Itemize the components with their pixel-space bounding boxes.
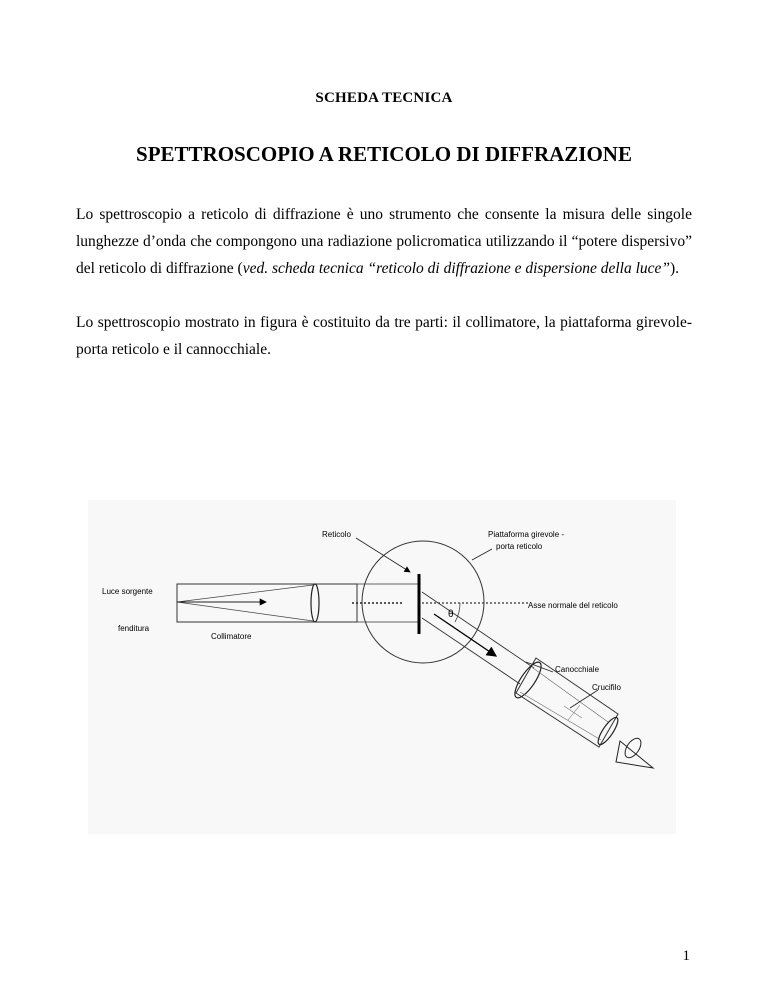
label-canocchiale: Canocchiale — [555, 665, 600, 674]
paragraph-components: Lo spettroscopio mostrato in figura è costituito da tre parti: il collimatore, la piattaforma girevole-porta reticolo e il cannocchiale. — [76, 314, 692, 358]
label-fenditura: fenditura — [118, 624, 150, 633]
label-theta: θ — [448, 609, 454, 620]
spectroscope-diagram — [88, 500, 676, 834]
page-number: 1 — [682, 948, 690, 964]
document-title: SPETTROSCOPIO A RETICOLO DI DIFFRAZIONE — [136, 142, 632, 166]
label-crucifilo: Crucifilo — [592, 683, 621, 692]
paragraph-intro-text-b: ). — [670, 260, 680, 277]
label-piattaforma-line1: Piattaforma girevole - — [488, 530, 565, 539]
paragraph-intro-text-a: Lo spettroscopio a reticolo di diffrazione è uno strumento che consente la misura delle singole lunghezze d’onda che compongono una radiazione policromatica utilizzando il “potere dispersivo” del reticolo di diffrazione ( — [76, 206, 692, 277]
reference-link-text: ved. scheda tecnica “reticolo di diffrazione e dispersione della luce” — [242, 260, 671, 277]
spectroscope-figure — [88, 500, 676, 834]
paragraph-intro — [76, 201, 692, 282]
label-collimatore: Collimatore — [211, 632, 252, 641]
label-piattaforma-line2: porta reticolo — [496, 542, 543, 551]
header-label: SCHEDA TECNICA — [315, 90, 453, 106]
label-asse-normale: Asse normale del reticolo — [528, 601, 618, 610]
label-luce-sorgente: Luce sorgente — [102, 587, 153, 596]
label-reticolo: Reticolo — [322, 530, 351, 539]
